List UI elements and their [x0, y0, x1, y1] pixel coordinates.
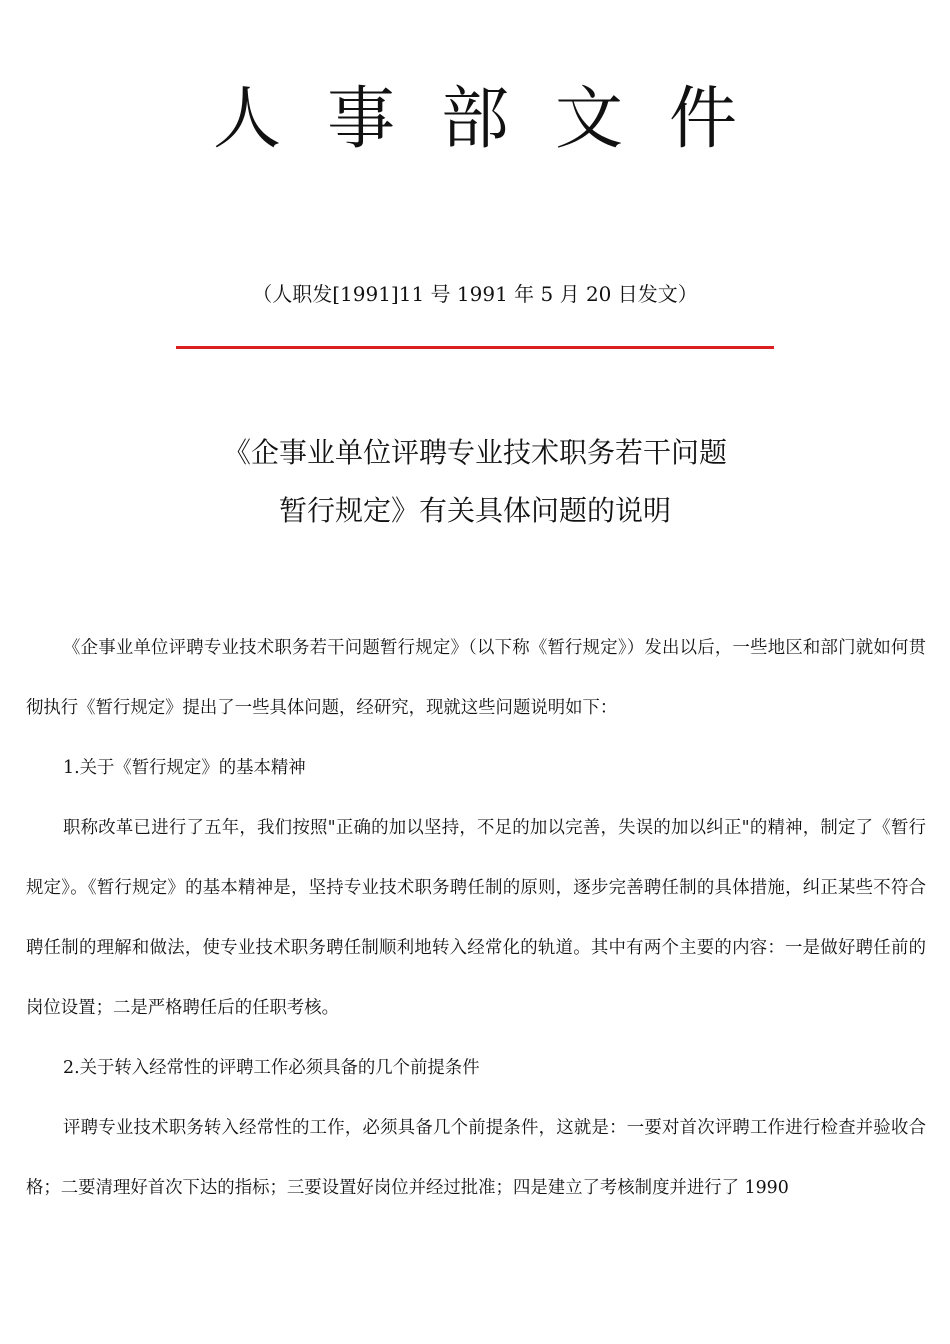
document-header-title: 人事部文件 — [212, 80, 783, 159]
main-title-line-1: 《企事业单位评聘专业技术职务若干问题 — [222, 436, 727, 469]
main-title — [0, 424, 950, 540]
body-paragraph: 职称改革已进行了五年，我们按照"正确的加以坚持，不足的加以完善，失误的加以纠正"的精神，制定了《暂行规定》。《暂行规定》的基本精神是，坚持专业技术职务聘任制的原则，逐步完善聘任制的具体措施，纠正某些不符合聘任制的理解和做法，使专业技术职务聘任制顺利地转入经常化的轨道。其中有两个主要的内容：一是做好聘任前的岗位设置；二是严格聘任后的任职考核。 — [26, 818, 926, 1018]
body-paragraph: 《企事业单位评聘专业技术职务若干问题暂行规定》（以下称《暂行规定》）发出以后，一些地区和部门就如何贯彻执行《暂行规定》提出了一些具体问题，经研究，现就这些问题说明如下： — [26, 638, 926, 718]
document-body — [26, 618, 926, 1218]
red-divider-line — [176, 346, 774, 349]
body-paragraph: 评聘专业技术职务转入经常性的工作，必须具备几个前提条件，这就是：一要对首次评聘工作进行检查并验收合格；二要清理好首次下达的指标；三要设置好岗位并经过批准；四是建立了考核制度并进行了 1990 — [26, 1118, 926, 1198]
main-title-line-2: 暂行规定》有关具体问题的说明 — [278, 494, 671, 527]
section-heading: 1.关于《暂行规定》的基本精神 — [63, 758, 306, 778]
section-heading: 2.关于转入经常性的评聘工作必须具备的几个前提条件 — [63, 1058, 480, 1078]
document-number: （人职发[1991]11 号 1991 年 5 月 20 日发文） — [252, 282, 698, 306]
